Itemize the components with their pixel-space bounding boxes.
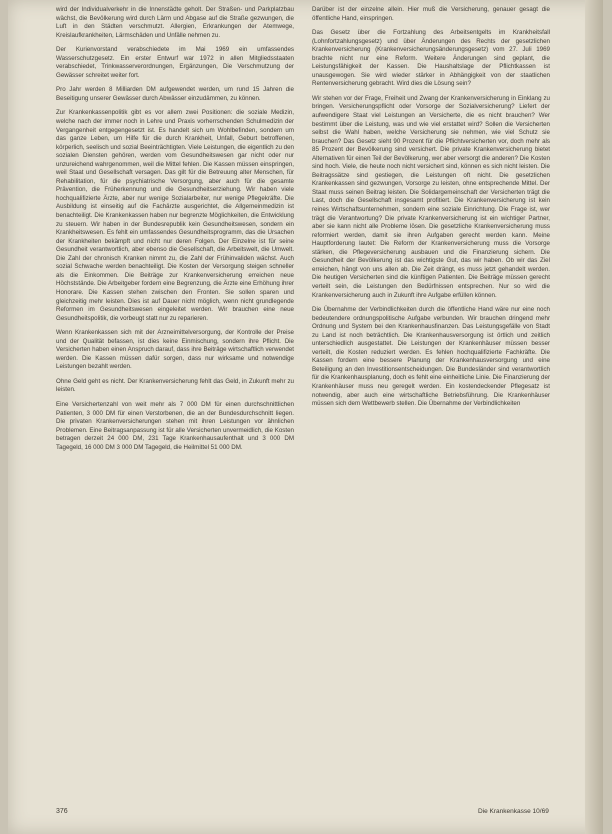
paragraph: Ohne Geld geht es nicht. Der Krankenversicherung fehlt das Geld, in Zukunft mehr zu leisten. [56, 377, 294, 394]
paragraph: Pro Jahr werden 8 Milliarden DM aufgewendet werden, um rund 15 Jahren die Beseitigung unserer Gewässer durch Abwässer einzudämmen, zu können. [56, 86, 294, 102]
page-number: 376 [56, 808, 68, 815]
paragraph: Das Gesetz über die Fortzahlung des Arbeitsentgelts im Krankheitsfall (Lohnfortzahlungsgesetz) und über Änderungen des Rechts der gesetzlichen Krankenversicherung (Krankenversicherungsänderungsgesetz) vom 27. Juli 1969 brachte nicht nur eine Reform. Weitere Änderungen sind geplant, die Leistungsfähigkeit der Kassen. Die Haushaltslage der Pflichtkassen ist unausgewogen. Sie wird wieder stärker in Abhängigkeit von der staatlichen Rentenversicherung gebracht. Wird dies die Lösung sein? [312, 29, 550, 88]
publication-label: Die Krankenkasse 10/69 [478, 808, 549, 815]
right-column [312, 6, 550, 415]
paragraph: Wir stehen vor der Frage, Freiheit und Zwang der Krankenversicherung in Einklang zu bringen. Versicherungspflicht oder Vorsorge der Sozialversicherung? Liefert der aufwendigere Staat viel Leistungen an Versicherte, die es nicht brauchen? Wer bestimmt über die Leistung, was und wie viel erstattet wird? Sollen die Versicherten selbst die Wahl haben, welche Versicherung sie nehmen, wie viel Schutz sie brauchen? Das Gesetz sieht 90 Prozent für die Pflichtversicherten vor, doch mehr als 85 Prozent der Bevölkerung sind versichert. Die private Krankenversicherung bietet Alternativen für einen Teil der Bevölkerung, wer aber versorgt die anderen? Die Kosten sind hoch. Viele, die heute noch nicht versichert sind, können es sich nicht leisten. Die Beitragssätze sind gestiegen, die Leistungen oft nicht. Die gesetzlichen Krankenkassen sind gezwungen, Vorsorge zu leisten, ohne entsprechende Mittel. Der Staat muss seinen Beitrag leisten. Die Solidargemeinschaft der Versicherten trägt die Last, doch die Gesellschaft insgesamt profitiert. Die Krankenversicherung ist kein reines Wirtschaftsunternehmen, sondern eine soziale Einrichtung. Die Frage ist, wer trägt die Verantwortung? Die private Krankenversicherung ist ein wichtiger Partner, aber sie kann nicht alle Probleme lösen. Die gesetzliche Krankenversicherung muss reformiert werden, damit sie ihren Aufgaben gerecht werden kann. Meine Hauptforderung lautet: Die Reform der Krankenversicherung muss die Vorsorge stärken, die Pflegeversicherung ausbauen und die Finanzierung sichern. Die Gesundheit der Bevölkerung ist das wichtigste Gut, das wir haben. Ob wir das Ziel erreichen, hängt von uns allen ab. Die Zeit drängt, es muss jetzt gehandelt werden. Die heutigen Versicherten sind die künftigen Patienten. Die Beiträge müssen gerecht verteilt sein, die Leistungen den Bedürfnissen entsprechen. Nur so wird die Krankenversicherung auch in Zukunft ihre Aufgabe erfüllen können. [312, 94, 550, 299]
paragraph: Die Übernahme der Verbindlichkeiten durch die öffentliche Hand wäre nur eine noch bedeutendere ordnungspolitische Aufgabe verbunden. Wir brauchen dringend mehr Ordnung und System bei den Krankenhausfinanzen. Das Leistungsgefälle von Stadt zu Land ist noch beträchtlich. Die Krankenhausversorgung ist örtlich und zeitlich unterschiedlich ausgestattet. Die Leistungen der Krankenhäuser müssen besser verteilt, die Kosten reduziert werden. Es fehlen hochqualifizierte Fachkräfte. Die Kassen fordern eine bessere Planung der Krankenhausversorgung und eine Beteiligung an den Investitionsentscheidungen. Die Bundesländer sind verantwortlich für die Krankenhausplanung, doch es fehlt eine einheitliche Linie. Die Finanzierung der Krankenhäuser muss neu geregelt werden. Ein kostendeckender Pflegesatz ist notwendig, aber auch eine wirtschaftliche Betriebsführung. Die Krankenhäuser müssen sich dem Wettbewerb stellen. Die Übernahme der Verbindlichkeiten [312, 306, 550, 408]
paragraph: Darüber ist der einzelne allein. Hier muß die Versicherung, genauer gesagt die öffentliche Hand, einspringen. [312, 6, 550, 22]
paragraph: wird der Individualverkehr in die Innenstädte geholt. Der Straßen- und Parkplatzbau wächst, die Bevölkerung wird durch Lärm und Abgase auf die Straße gezwungen, die Luft in den Städten verschmutzt. Allergien, Erkrankungen der Atemwege, Kreislaufkrankheiten, Lärmschäden und Unfälle nehmen zu. [56, 6, 294, 39]
left-column [56, 6, 294, 458]
paragraph: Eine Versichertenzahl von weit mehr als 7 000 DM für einen durchschnittlichen Patienten, 3 000 DM für einen Verstorbenen, die an der Bundesdurchschnitt liegen. Die privaten Krankenversicherungen stehen mit ihren Leistungen vor ähnlichen Problemen. Eine Beitragsanpassung ist für alle Versicherten unvermeidlich, die Kosten betragen derzeit 24 000 DM, 231 Tage Krankenhausaufenthalt und 3 000 DM Tagegeld, 16 000 DM 3 000 DM Tagegeld, die Heilmittel 51 000 DM. [56, 400, 294, 451]
document-page [8, 0, 603, 834]
paragraph: Der Kurienvorstand verabschiedete im Mai 1969 ein umfassendes Wasserschutzgesetz. Ein erster Entwurf war 1972 in allen Mitgliedsstaaten verabschiedet, Trinkwasserverordnungen, Ergänzungen, Die Verschmutzung der Gewässer schreitet weiter fort. [56, 46, 294, 79]
paragraph: Zur Krankenkassenpolitik gibt es vor allem zwei Positionen: die soziale Medizin, welche nach der immer noch in Lehre und Praxis vorherrschenden Schulmedizin der Vergangenheit entgegengesetzt ist. Es handelt sich um Wohlbefinden, sondern um das ganze Leben, um Hilfe für die durch Krankheit, Unfall, Geburt betroffenen, körperlich, seelisch und sozial Beeinträchtigten. Viele Leistungen, die eigentlich zu den sozialen Diensten gehören, werden vom Gesundheitswesen gar nicht oder nur unzureichend wahrgenommen, weil die Mittel fehlen. Die Kassen müssen einspringen, weil Staat und Gesellschaft versagen. Das gilt für die Betreuung alter Menschen, für Rehabilitation, für die psychiatrische Versorgung, aber auch für die gesamte Prävention, die Früherkennung und die Gesundheitserziehung. Wir haben viele hochqualifizierte Ärzte, aber nur wenige Sozialarbeiter, nur wenige Pflegekräfte. Die Ausbildung ist einseitig auf die Fachärzte ausgerichtet, die Allgemeinmedizin ist benachteiligt. Die Krankenkassen haben nur begrenzte Möglichkeiten, die Entwicklung zu steuern. Wir haben in der Bundesrepublik kein Gesundheitswesen, sondern ein Krankheitswesen. Es fehlt ein umfassendes Gesundheitsprogramm, das die Ursachen der Krankheiten bekämpft und nicht nur deren Folgen. Der Einzelne ist für seine Gesundheit verantwortlich, aber ebenso die Gesellschaft, die Arbeitswelt, die Umwelt. Die Zahl der chronisch Kranken nimmt zu, die Zahl der Frühinvaliden wächst. Auch sozial Schwache werden benachteiligt. Die Kosten der Versorgung steigen schneller als die Einkommen. Die Beiträge zur Krankenversicherung erreichen neue Höchststände. Die Arbeitgeber fordern eine Begrenzung, die Ärzte eine Erhöhung ihrer Honorare. Die Kassen stehen zwischen den Fronten. Sie sollen sparen und gleichzeitig mehr leisten. Dies ist auf Dauer nicht möglich, wenn nicht grundlegende Reformen im Gesundheitswesen eingeleitet werden. Wir brauchen eine neue Gesundheitspolitik, die vorbeugt statt nur zu reparieren. [56, 109, 294, 322]
paragraph: Wenn Krankenkassen sich mit der Arzneimittelversorgung, der Kontrolle der Preise und der Qualität befassen, ist dies keine Einmischung, sondern ihre Pflicht. Die Versicherten haben einen Anspruch darauf, dass ihre Beiträge wirtschaftlich verwendet werden. Die Kassen müssen dafür sorgen, dass nur wirksame und notwendige Leistungen bezahlt werden. [56, 329, 294, 371]
binding-edge [585, 0, 603, 834]
